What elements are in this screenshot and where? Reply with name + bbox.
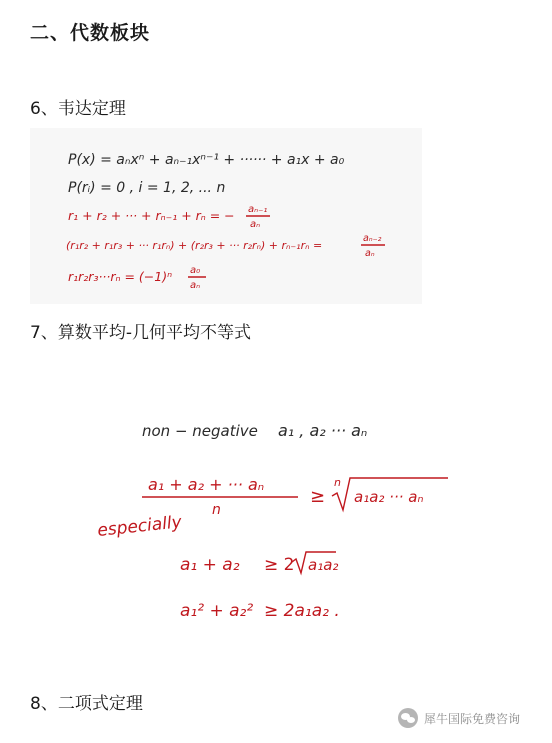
vieta-product-of-roots: r₁r₂r₃···rₙ = (−1)ⁿ [68,269,173,284]
watermark-text: 犀牛国际免费咨询 [424,711,521,726]
vieta-product-numerator: a₀ [190,265,201,276]
amgm-variables: a₁ , a₂ ··· aₙ [278,421,368,440]
amgm-mean-denominator: n [212,502,221,518]
amgm-root-index: n [334,476,341,489]
amgm-squares-right: ≥ 2a₁a₂ . [264,601,340,621]
heading-binomial: 8、二项式定理 [30,694,143,714]
vieta-product-denominator: aₙ [190,280,201,291]
watermark [398,708,520,728]
vieta-formula-image [30,128,422,304]
vieta-sum-denominator: aₙ [250,219,261,230]
vieta-pair-denominator: aₙ [365,248,375,259]
amgm-geq-sign: ≥ [310,486,326,507]
amgm-radicand: a₁a₂ ··· aₙ [354,488,424,506]
heading-am-gm: 7、算数平均-几何平均不等式 [30,323,251,343]
amgm-formula-image [30,390,500,640]
amgm-two-term-radicand: a₁a₂ [308,556,339,574]
vieta-polynomial: P(x) = aₙxⁿ + aₙ₋₁xⁿ⁻¹ + ······ + a₁x + a₀ [68,152,345,168]
amgm-two-term-left: a₁ + a₂ [180,555,240,575]
amgm-especially-note: especially [96,512,183,541]
amgm-squares-left: a₁² + a₂² [180,601,254,621]
amgm-nonnegative: non − negative [142,422,258,440]
heading-vieta: 6、韦达定理 [30,99,126,119]
section-title: 二、代数板块 [30,22,151,44]
vieta-roots: P(rᵢ) = 0 , i = 1, 2, ... n [68,180,226,196]
amgm-two-term-geq: ≥ 2 [264,555,295,575]
amgm-mean-numerator: a₁ + a₂ + ··· aₙ [148,475,265,494]
vieta-sum-numerator: aₙ₋₁ [248,204,268,215]
wechat-icon [398,708,418,728]
vieta-pair-numerator: aₙ₋₂ [363,233,382,244]
vieta-sum-of-roots: r₁ + r₂ + ··· + rₙ₋₁ + rₙ = − [68,208,235,223]
vieta-pair-products: (r₁r₂ + r₁r₃ + ··· r₁rₙ) + (r₂r₃ + ··· r₂rₙ) + rₙ₋₁rₙ = [66,239,323,252]
vieta-formula-svg [30,128,422,304]
amgm-formula-svg [30,390,500,640]
